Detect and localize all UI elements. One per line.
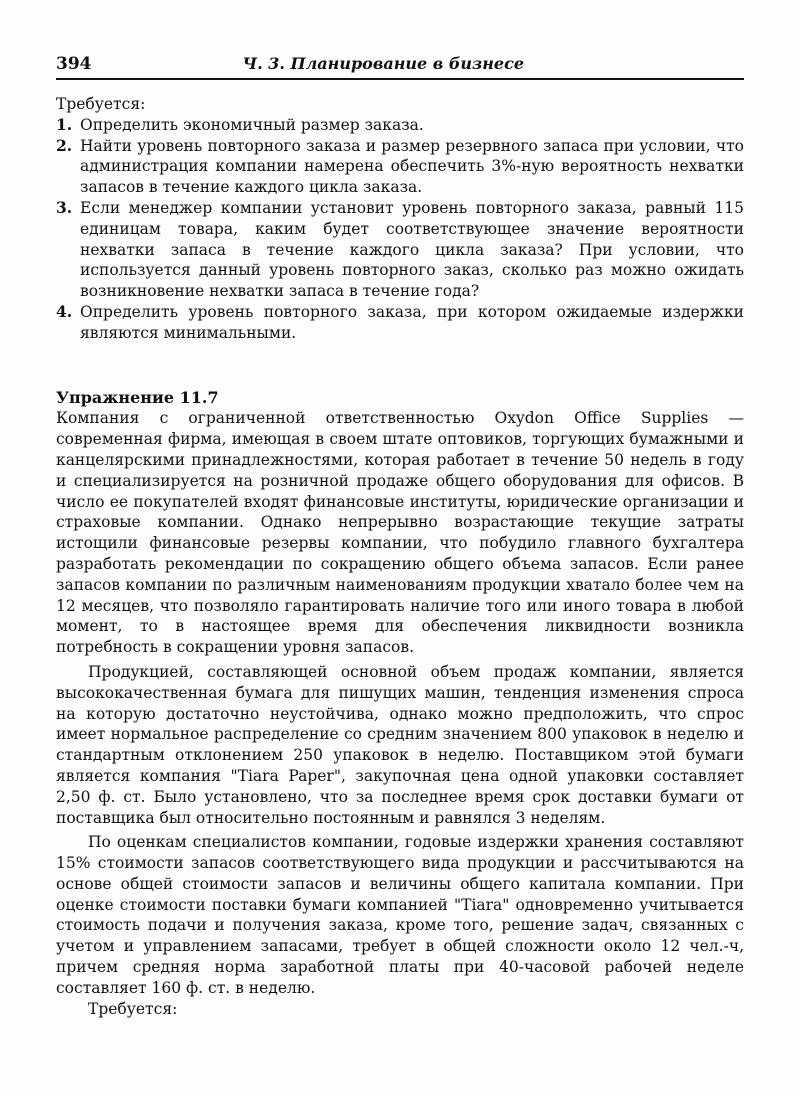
chapter-title: Ч. 3. Планирование в бизнесе [242, 54, 524, 73]
task-number: 3. [56, 197, 73, 217]
exercise-paragraph-1: Компания с ограниченной ответственностью Oxydon Office Supplies — современная фирма, имеющая в своем штате оптовиков, торгующих бумажными и канцелярскими принадлежностями, которая работает в течение 50 недель в году и специализируется на розничной продаже общего оборудования для офисов. В число ее покупателей входят финансовые институты, юридические организации и страховые компании. Однако непрерывно возрастающие текущие затраты истощили финансовые резервы компании, что побудило главного бухгалтера разработать рекомендации по сокращению общего объема запасов. Если ранее запасов компании по различным наименованиям продукции хватало более чем на 12 месяцев, что позволяло гарантировать наличие того или иного товара в любой момент, то в настоящее время для обеспечения ликвидности возникла потребность в сокращении уровня запасов. [56, 409, 744, 657]
running-header [56, 50, 744, 80]
exercise-required-label: Требуется: [88, 999, 178, 1018]
task-item-3 [56, 198, 744, 302]
task-number: 1. [56, 114, 73, 134]
exercise-heading: Упражнение 11.7 [56, 387, 219, 407]
task-text: Определить экономичный размер заказа. [80, 115, 424, 134]
task-text: Найти уровень повторного заказа и размер резервного запаса при условии, что администрация компании намерена обеспечить 3%-ную вероятность нехватки запасов в течение каждого цикла заказа. [80, 136, 744, 197]
task-number: 2. [56, 135, 73, 155]
exercise-paragraph-3: По оценкам специалистов компании, годовые издержки хранения составляют 15% стоимости запасов соответствующего вида продукции и рассчитываются на основе общей стоимости запасов и величины общего капитала компании. При оценке стоимости поставки бумаги компанией "Tiara" одновременно учитывается стоимость подачи и получения заказа, кроме того, решение задач, связанных с учетом и управлением запасами, требует в общей сложности около 12 чел.-ч, причем средняя норма заработной платы при 40-часовой рабочей неделе составляет 160 ф. ст. в неделю. [56, 833, 744, 997]
task-text: Определить уровень повторного заказа, при котором ожидаемые издержки являются минимальными. [80, 302, 744, 342]
exercise-paragraph-2: Продукцией, составляющей основной объем продаж компании, является высококачественная бумага для пишущих машин, тенденция изменения спроса на которую достаточно неустойчива, однако можно предположить, что спрос имеет нормальное распределение со средним значением 800 упаковок в неделю и стандартным отклонением 250 упаковок в неделю. Поставщиком этой бумаги является компания "Tiara Paper", закупочная цена одной упаковки составляет 2,50 ф. ст. Было установлено, что за последнее время срок доставки бумаги от поставщика был относительно постоянным и равнялся 3 неделям. [56, 662, 744, 827]
page-content [56, 94, 744, 1019]
task-number: 4. [56, 301, 73, 321]
task-item-1 [56, 115, 744, 136]
required-label: Требуется: [56, 95, 146, 113]
task-item-4 [56, 302, 744, 344]
page-number: 394 [56, 54, 92, 74]
task-item-2 [56, 136, 744, 198]
task-list [56, 115, 744, 344]
task-text: Если менеджер компании установит уровень повторного заказа, равный 115 единицам товара, каким будет соответствующее значение вероятности нехватки запаса в течение каждого цикла заказа? При условии, что используется данный уровень повторного заказ, сколько раз можно ожидать возникновение нехватки запаса в течение года? [80, 198, 744, 301]
